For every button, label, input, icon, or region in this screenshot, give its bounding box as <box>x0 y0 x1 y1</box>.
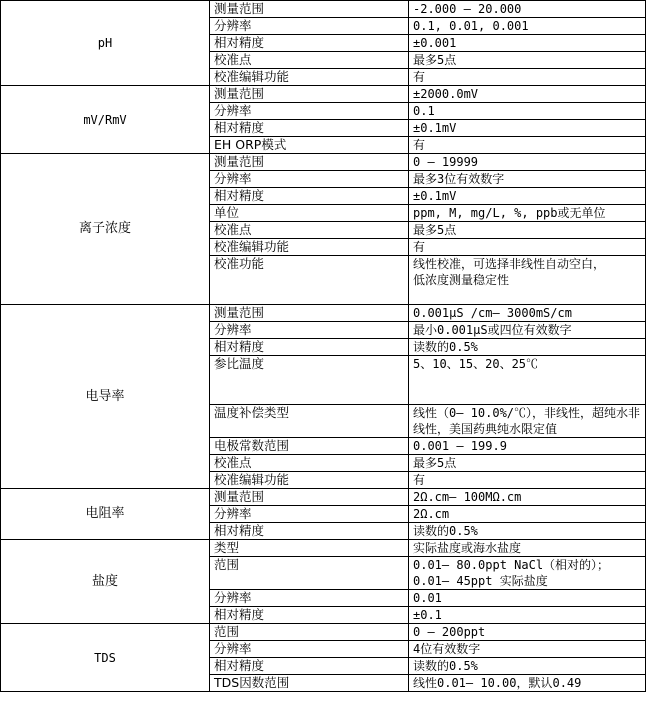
spec-table-body <box>1 1 646 692</box>
value-cell: 0.1, 0.01, 0.001 <box>409 18 646 35</box>
parameter-cell: 相对精度 <box>210 35 409 52</box>
parameter-cell: 校准点 <box>210 222 409 239</box>
parameter-cell: 相对精度 <box>210 523 409 540</box>
parameter-cell: 校准编辑功能 <box>210 69 409 86</box>
value-cell: 读数的0.5% <box>409 658 646 675</box>
value-cell: 有 <box>409 472 646 489</box>
value-cell: 读数的0.5% <box>409 523 646 540</box>
value-cell: ±0.1mV <box>409 188 646 205</box>
value-cell: 2Ω.cm– 100MΩ.cm <box>409 489 646 506</box>
value-cell: 最多5点 <box>409 52 646 69</box>
parameter-cell: EH ORP模式 <box>210 137 409 154</box>
parameter-cell: 相对精度 <box>210 120 409 137</box>
table-row <box>1 1 646 18</box>
parameter-cell: 校准编辑功能 <box>210 472 409 489</box>
parameter-cell: 校准点 <box>210 52 409 69</box>
value-cell: 最多5点 <box>409 222 646 239</box>
parameter-cell: 范围 <box>210 557 409 590</box>
category-cell: 盐度 <box>1 540 210 624</box>
parameter-cell: 参比温度 <box>210 356 409 405</box>
value-cell: 线性0.01– 10.00，默认0.49 <box>409 675 646 692</box>
value-cell: ±0.1mV <box>409 120 646 137</box>
value-cell: 0.01– 80.0ppt NaCl（相对的）； 0.01– 45ppt 实际盐度 <box>409 557 646 590</box>
value-cell: 有 <box>409 239 646 256</box>
value-cell: 线性（0– 10.0%/℃），非线性，超纯水非线性，美国药典纯水限定值 <box>409 405 646 438</box>
parameter-cell: 分辨率 <box>210 322 409 339</box>
parameter-cell: 分辨率 <box>210 171 409 188</box>
value-cell: 0 – 200ppt <box>409 624 646 641</box>
value-cell: 0.001 – 199.9 <box>409 438 646 455</box>
value-cell: ±0.1 <box>409 607 646 624</box>
table-row <box>1 489 646 506</box>
category-cell: 离子浓度 <box>1 154 210 305</box>
value-cell: 2Ω.cm <box>409 506 646 523</box>
parameter-cell: 分辨率 <box>210 641 409 658</box>
parameter-cell: 相对精度 <box>210 339 409 356</box>
category-cell: pH <box>1 1 210 86</box>
value-cell: 线性校准，可选择非线性自动空白， 低浓度测量稳定性 <box>409 256 646 305</box>
parameter-cell: 测量范围 <box>210 489 409 506</box>
value-cell: 0.001μS /cm– 3000mS/cm <box>409 305 646 322</box>
value-cell: 最多5点 <box>409 455 646 472</box>
value-cell: 0 – 19999 <box>409 154 646 171</box>
parameter-cell: 测量范围 <box>210 154 409 171</box>
table-row <box>1 540 646 557</box>
value-cell: ±0.001 <box>409 35 646 52</box>
category-cell: 电导率 <box>1 305 210 489</box>
parameter-cell: 单位 <box>210 205 409 222</box>
parameter-cell: 相对精度 <box>210 607 409 624</box>
value-cell: 4位有效数字 <box>409 641 646 658</box>
table-row <box>1 86 646 103</box>
category-cell: mV/RmV <box>1 86 210 154</box>
parameter-cell: 相对精度 <box>210 658 409 675</box>
value-cell: 0.01 <box>409 590 646 607</box>
parameter-cell: 相对精度 <box>210 188 409 205</box>
table-row <box>1 305 646 322</box>
parameter-cell: 分辨率 <box>210 103 409 120</box>
parameter-cell: 校准点 <box>210 455 409 472</box>
category-cell: TDS <box>1 624 210 692</box>
parameter-cell: 分辨率 <box>210 18 409 35</box>
parameter-cell: 电极常数范围 <box>210 438 409 455</box>
parameter-cell: 测量范围 <box>210 86 409 103</box>
value-cell: 最多3位有效数字 <box>409 171 646 188</box>
parameter-cell: 范围 <box>210 624 409 641</box>
parameter-cell: 分辨率 <box>210 506 409 523</box>
parameter-cell: 类型 <box>210 540 409 557</box>
value-cell: ±2000.0mV <box>409 86 646 103</box>
value-cell: 实际盐度或海水盐度 <box>409 540 646 557</box>
value-cell: 0.1 <box>409 103 646 120</box>
parameter-cell: 校准编辑功能 <box>210 239 409 256</box>
parameter-cell: 温度补偿类型 <box>210 405 409 438</box>
parameter-cell: 分辨率 <box>210 590 409 607</box>
parameter-cell: 测量范围 <box>210 305 409 322</box>
parameter-cell: 测量范围 <box>210 1 409 18</box>
table-row <box>1 624 646 641</box>
parameter-cell: 校准功能 <box>210 256 409 305</box>
value-cell: 5、10、15、20、25℃ <box>409 356 646 405</box>
parameter-cell: TDS因数范围 <box>210 675 409 692</box>
value-cell: 有 <box>409 69 646 86</box>
table-row <box>1 154 646 171</box>
value-cell: -2.000 – 20.000 <box>409 1 646 18</box>
value-cell: 有 <box>409 137 646 154</box>
value-cell: 读数的0.5% <box>409 339 646 356</box>
value-cell: 最小0.001μS或四位有效数字 <box>409 322 646 339</box>
category-cell: 电阻率 <box>1 489 210 540</box>
value-cell: ppm, M, mg/L, %, ppb或无单位 <box>409 205 646 222</box>
